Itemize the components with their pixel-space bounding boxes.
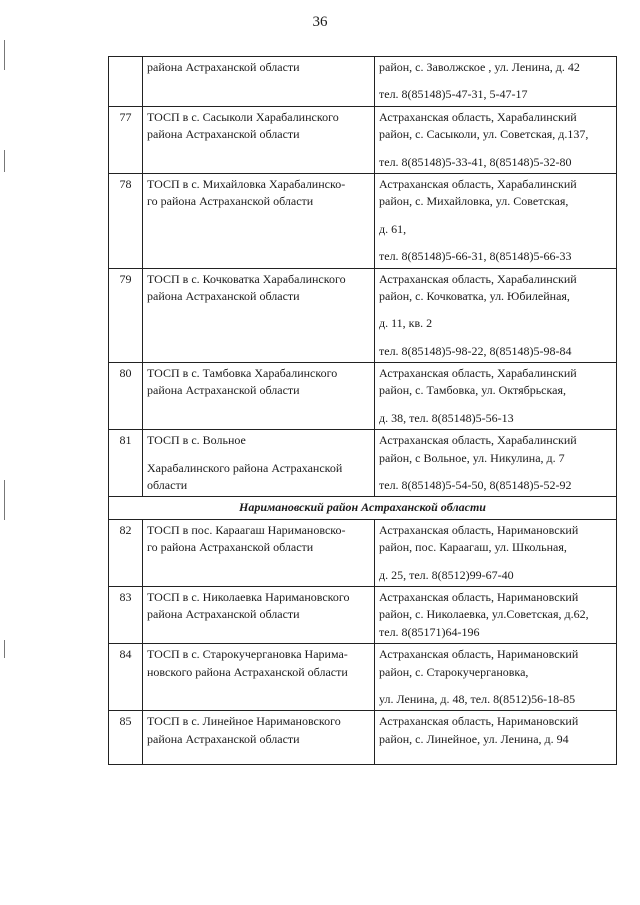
table-row (109, 57, 617, 107)
office-name: ТОСП в с. Михайловка Харабалинско- го района Астраханской области (143, 173, 375, 268)
office-name: ТОСП в с. Линейное Наримановского района Астраханской области (143, 711, 375, 765)
office-address: Астраханская область, Харабалинский район, с. Кочковатка, ул. Юбилейная, д. 11, кв. 2 тел. 8(85148)5-98-22, 8(85148)5-98-84 (375, 268, 617, 363)
table-row (109, 519, 617, 586)
table-row (109, 586, 617, 643)
row-number: 79 (109, 268, 143, 363)
table-row (109, 268, 617, 363)
office-address: Астраханская область, Харабалинский район, с Вольное, ул. Никулина, д. 7 тел. 8(85148)5-54-50, 8(85148)5-52-92 (375, 430, 617, 497)
office-address: Астраханская область, Харабалинский район, с. Тамбовка, ул. Октябрьская, д. 38, тел. 8(85148)5-56-13 (375, 363, 617, 430)
row-number: 77 (109, 106, 143, 173)
office-name: ТОСП в с. Сасыколи Харабалинского района Астраханской области (143, 106, 375, 173)
office-address: Астраханская область, Харабалинский район, с. Сасыколи, ул. Советская, д.137, тел. 8(85148)5-33-41, 8(85148)5-32-80 (375, 106, 617, 173)
row-number: 84 (109, 644, 143, 711)
office-registry-table (108, 56, 617, 765)
table-row (109, 106, 617, 173)
row-number: 80 (109, 363, 143, 430)
office-name: ТОСП в с. Старокучергановка Нарима- новского района Астраханской области (143, 644, 375, 711)
table-row (109, 173, 617, 268)
table-row (109, 644, 617, 711)
row-number: 78 (109, 173, 143, 268)
table-row (109, 430, 617, 497)
row-number: 82 (109, 519, 143, 586)
section-row (109, 497, 617, 519)
section-heading: Наримановский район Астраханской области (109, 497, 617, 519)
office-address: Астраханская область, Наримановский район, с. Николаевка, ул.Советская, д.62, тел. 8(85171)64-196 (375, 586, 617, 643)
office-name: ТОСП в пос. Караагаш Наримановско- го района Астраханской области (143, 519, 375, 586)
office-address: Астраханская область, Наримановский район, с. Линейное, ул. Ленина, д. 94 (375, 711, 617, 765)
office-address: Астраханская область, Харабалинский район, с. Михайловка, ул. Советская, д. 61, тел. 8(85148)5-66-31, 8(85148)5-66-33 (375, 173, 617, 268)
page-number: 36 (312, 14, 328, 30)
office-name: ТОСП в с. Вольное Харабалинского района Астраханской области (143, 430, 375, 497)
office-name: района Астраханской области (143, 57, 375, 107)
office-address: район, с. Заволжское , ул. Ленина, д. 42 тел. 8(85148)5-47-31, 5-47-17 (375, 57, 617, 107)
office-address: Астраханская область, Наримановский район, с. Старокучергановка, ул. Ленина, д. 48, тел. 8(8512)56-18-85 (375, 644, 617, 711)
row-number: 83 (109, 586, 143, 643)
office-name: ТОСП в с. Тамбовка Харабалинского района Астраханской области (143, 363, 375, 430)
table-row (109, 711, 617, 765)
office-address: Астраханская область, Наримановский район, пос. Караагаш, ул. Школьная, д. 25, тел. 8(8512)99-67-40 (375, 519, 617, 586)
office-name: ТОСП в с. Кочковатка Харабалинского района Астраханской области (143, 268, 375, 363)
row-number: 81 (109, 430, 143, 497)
row-number: 85 (109, 711, 143, 765)
row-number (109, 57, 143, 107)
table-row (109, 363, 617, 430)
office-name: ТОСП в с. Николаевка Наримановского района Астраханской области (143, 586, 375, 643)
